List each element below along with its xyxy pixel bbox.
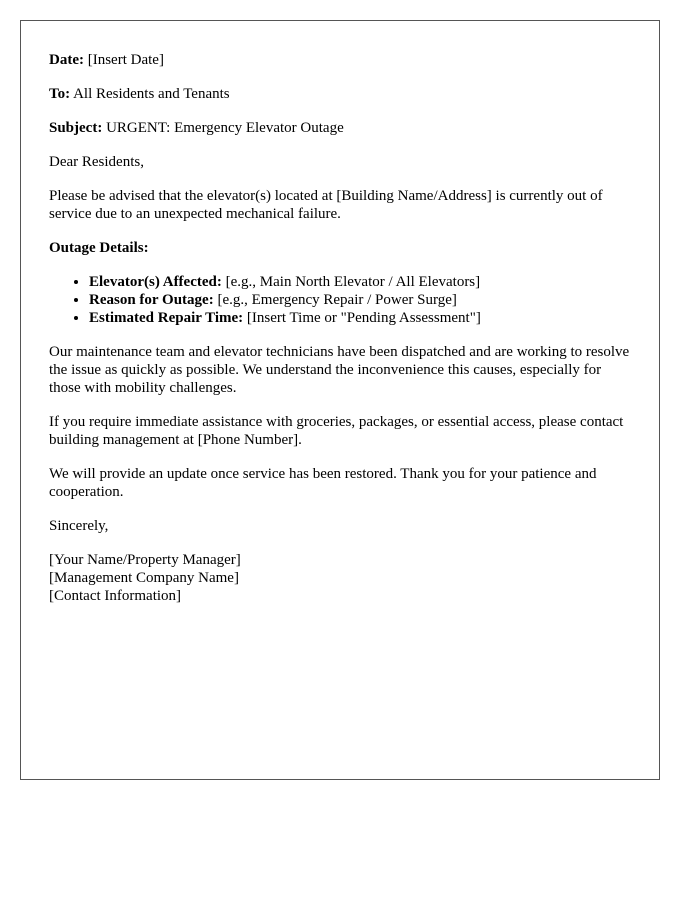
subject-line <box>49 119 631 137</box>
subject-value: URGENT: Emergency Elevator Outage <box>106 120 344 136</box>
details-list <box>49 273 631 327</box>
salutation: Dear Residents, <box>49 154 144 170</box>
detail-label: Estimated Repair Time: <box>89 310 244 326</box>
detail-label: Reason for Outage: <box>89 292 214 308</box>
maintenance-paragraph: Our maintenance team and elevator technicians have been dispatched and are working to resolve the issue as quickly as possible. We understand the inconvenience this causes, especially for those with mobility challenges. <box>49 344 630 396</box>
list-item <box>89 273 631 291</box>
assistance-paragraph: If you require immediate assistance with groceries, packages, or essential access, please contact building management at [Phone Number]. <box>49 414 624 448</box>
detail-value: [e.g., Main North Elevator / All Elevators] <box>225 274 481 290</box>
date-line <box>49 51 631 69</box>
details-heading: Outage Details: <box>49 240 149 256</box>
intro-paragraph: Please be advised that the elevator(s) located at [Building Name/Address] is currently out of service due to an unexpected mechanical failure. <box>49 188 603 222</box>
subject-label: Subject: <box>49 120 103 136</box>
to-line <box>49 85 631 103</box>
date-value: [Insert Date] <box>87 52 164 68</box>
list-item <box>89 291 631 309</box>
detail-value: [Insert Time or "Pending Assessment"] <box>246 310 481 326</box>
signature-company: [Management Company Name] <box>49 570 239 586</box>
signature-block <box>49 551 631 605</box>
signature-name: [Your Name/Property Manager] <box>49 552 241 568</box>
to-label: To: <box>49 86 71 102</box>
detail-label: Elevator(s) Affected: <box>89 274 222 290</box>
date-label: Date: <box>49 52 84 68</box>
signature-contact: [Contact Information] <box>49 588 182 604</box>
list-item <box>89 309 631 327</box>
update-paragraph: We will provide an update once service has been restored. Thank you for your patience and cooperation. <box>49 466 597 500</box>
letter-page <box>20 20 660 780</box>
detail-value: [e.g., Emergency Repair / Power Surge] <box>217 292 457 308</box>
to-value: All Residents and Tenants <box>73 86 230 102</box>
sign-off: Sincerely, <box>49 518 109 534</box>
